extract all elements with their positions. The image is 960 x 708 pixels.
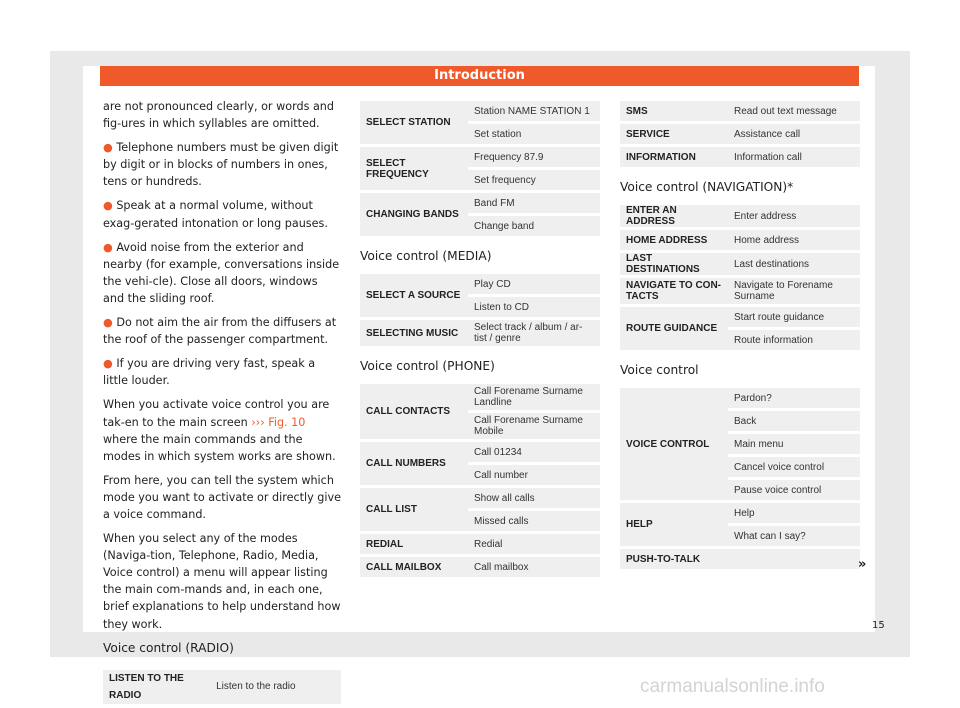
description-cell: Show all calls [468, 488, 600, 508]
bullet-icon: ● [103, 199, 117, 213]
command-cell: SELECT FREQUENCY [360, 147, 468, 190]
description-cell: Pause voice control [728, 480, 860, 500]
command-cell: LISTEN TO THE RADIO [103, 670, 210, 704]
bullet-icon: ● [103, 357, 117, 371]
table-row [620, 278, 860, 304]
paragraph: From here, you can tell the system which mode you want to activate or directly give a voice command. [103, 473, 342, 521]
description-cell: Assistance call [728, 124, 860, 144]
description-cell: Listen to CD [468, 297, 600, 317]
description-cell: Play CD [468, 274, 600, 294]
command-cell: SMS [620, 101, 728, 121]
table-row [620, 549, 860, 569]
description-cell: Change band [468, 216, 600, 236]
description-cell: Home address [728, 230, 860, 250]
paragraph: When you activate voice control you are tak-en to the main screen ››› Fig. 10 where the main commands and the modes in which system works are shown. [103, 398, 336, 463]
section-banner: Introduction [100, 66, 859, 86]
command-cell: SELECTING MUSIC [360, 320, 468, 346]
table-row [360, 147, 600, 167]
description-cell: Main menu [728, 434, 860, 454]
table-row [620, 503, 860, 523]
bullet-item: ● Speak at a normal volume, without exag-gerated intonation or long pauses. [103, 199, 328, 230]
navigation-section-title: Voice control (NAVIGATION)* [620, 180, 794, 194]
command-cell: CALL MAILBOX [360, 557, 468, 577]
description-cell: Band FM [468, 193, 600, 213]
bullet-icon: ● [103, 141, 117, 155]
page-number: 15 [872, 620, 885, 631]
command-cell: CHANGING BANDS [360, 193, 468, 236]
table-row [620, 101, 860, 121]
bullet-item: ● Do not aim the air from the diffusers at the roof of the passenger compartment. [103, 316, 337, 347]
command-cell: SERVICE [620, 124, 728, 144]
voice-control-table [620, 385, 860, 572]
command-cell: HOME ADDRESS [620, 230, 728, 250]
description-cell: Route information [728, 330, 860, 350]
radio-table [103, 667, 341, 707]
command-cell: SELECT A SOURCE [360, 274, 468, 317]
description-cell: Set frequency [468, 170, 600, 190]
table-row [620, 205, 860, 227]
command-cell: CALL LIST [360, 488, 468, 531]
media-section-title: Voice control (MEDIA) [360, 249, 492, 263]
description-cell: Listen to the radio [210, 670, 341, 704]
command-cell: INFORMATION [620, 147, 728, 167]
command-cell: SELECT STATION [360, 101, 468, 144]
table-row [360, 488, 600, 508]
media-table [360, 271, 600, 349]
command-cell: CALL NUMBERS [360, 442, 468, 485]
table-row [620, 307, 860, 327]
description-cell: Missed calls [468, 511, 600, 531]
description-cell [728, 549, 860, 569]
bullet-item: ● If you are driving very fast, speak a little louder. [103, 357, 316, 388]
description-cell: Call number [468, 465, 600, 485]
table-row [360, 384, 600, 410]
table-row [360, 101, 600, 121]
command-cell: PUSH-TO-TALK [620, 549, 728, 569]
command-cell: NAVIGATE TO CON-TACTS [620, 278, 728, 304]
paragraph: When you select any of the modes (Naviga-tion, Telephone, Radio, Media, Voice control) a menu will appear listing the main com-mands and, in each one, brief explanations to help understand how they work. [103, 532, 341, 631]
table-row [620, 124, 860, 144]
table-row [620, 230, 860, 250]
description-cell: Cancel voice control [728, 457, 860, 477]
table-row [360, 534, 600, 554]
description-cell: Navigate to Forename Surname [728, 278, 860, 304]
paragraph: are not pronounced clearly, or words and fig-ures in which syllables are omitted. [103, 100, 335, 131]
table-row [620, 147, 860, 167]
continue-mark: » [858, 557, 867, 572]
command-cell: LAST DESTINATIONS [620, 253, 728, 275]
table-row [620, 388, 860, 408]
description-cell: Information call [728, 147, 860, 167]
column-2 [360, 98, 600, 580]
description-cell: Last destinations [728, 253, 860, 275]
description-cell: Enter address [728, 205, 860, 227]
bullet-item: ● Telephone numbers must be given digit by digit or in blocks of numbers in ones, tens or hundreds. [103, 141, 339, 189]
command-cell: REDIAL [360, 534, 468, 554]
description-cell: Redial [468, 534, 600, 554]
figure-link[interactable]: ››› Fig. 10 [251, 415, 306, 429]
description-cell: Pardon? [728, 388, 860, 408]
command-cell: VOICE CONTROL [620, 388, 728, 500]
description-cell: Call Forename Surname Mobile [468, 413, 600, 439]
radio-section-title: Voice control (RADIO) [103, 640, 234, 655]
description-cell: Set station [468, 124, 600, 144]
description-cell: Call Forename Surname Landline [468, 384, 600, 410]
phone-table [360, 381, 600, 580]
table-row [360, 442, 600, 462]
description-cell: Back [728, 411, 860, 431]
navigation-table [620, 202, 860, 353]
description-cell: Help [728, 503, 860, 523]
phone-section-title: Voice control (PHONE) [360, 359, 495, 373]
description-cell: Start route guidance [728, 307, 860, 327]
description-cell: Call mailbox [468, 557, 600, 577]
bullet-list [103, 139, 341, 389]
description-cell: What can I say? [728, 526, 860, 546]
description-cell: Read out text message [728, 101, 860, 121]
description-cell: Select track / album / ar-tist / genre [468, 320, 600, 346]
bullet-item: ● Avoid noise from the exterior and nearby (for example, conversations inside the vehi-cle). Close all doors, windows and the sliding roof. [103, 240, 340, 305]
bullet-icon: ● [103, 316, 117, 330]
station-table [360, 98, 600, 239]
messages-table [620, 98, 860, 170]
table-row [360, 193, 600, 213]
table-row [103, 670, 341, 704]
command-cell: HELP [620, 503, 728, 546]
table-row [620, 253, 860, 275]
watermark: carmanualsonline.info [640, 676, 825, 697]
table-row [360, 274, 600, 294]
column-3 [620, 98, 860, 572]
command-cell: ENTER AN ADDRESS [620, 205, 728, 227]
column-1 [103, 98, 341, 707]
description-cell: Call 01234 [468, 442, 600, 462]
description-cell: Frequency 87.9 [468, 147, 600, 167]
voice-control-section-title: Voice control [620, 363, 699, 377]
table-row [360, 557, 600, 577]
bullet-icon: ● [103, 240, 117, 254]
description-cell: Station NAME STATION 1 [468, 101, 600, 121]
table-row [360, 320, 600, 346]
command-cell: CALL CONTACTS [360, 384, 468, 439]
command-cell: ROUTE GUIDANCE [620, 307, 728, 350]
